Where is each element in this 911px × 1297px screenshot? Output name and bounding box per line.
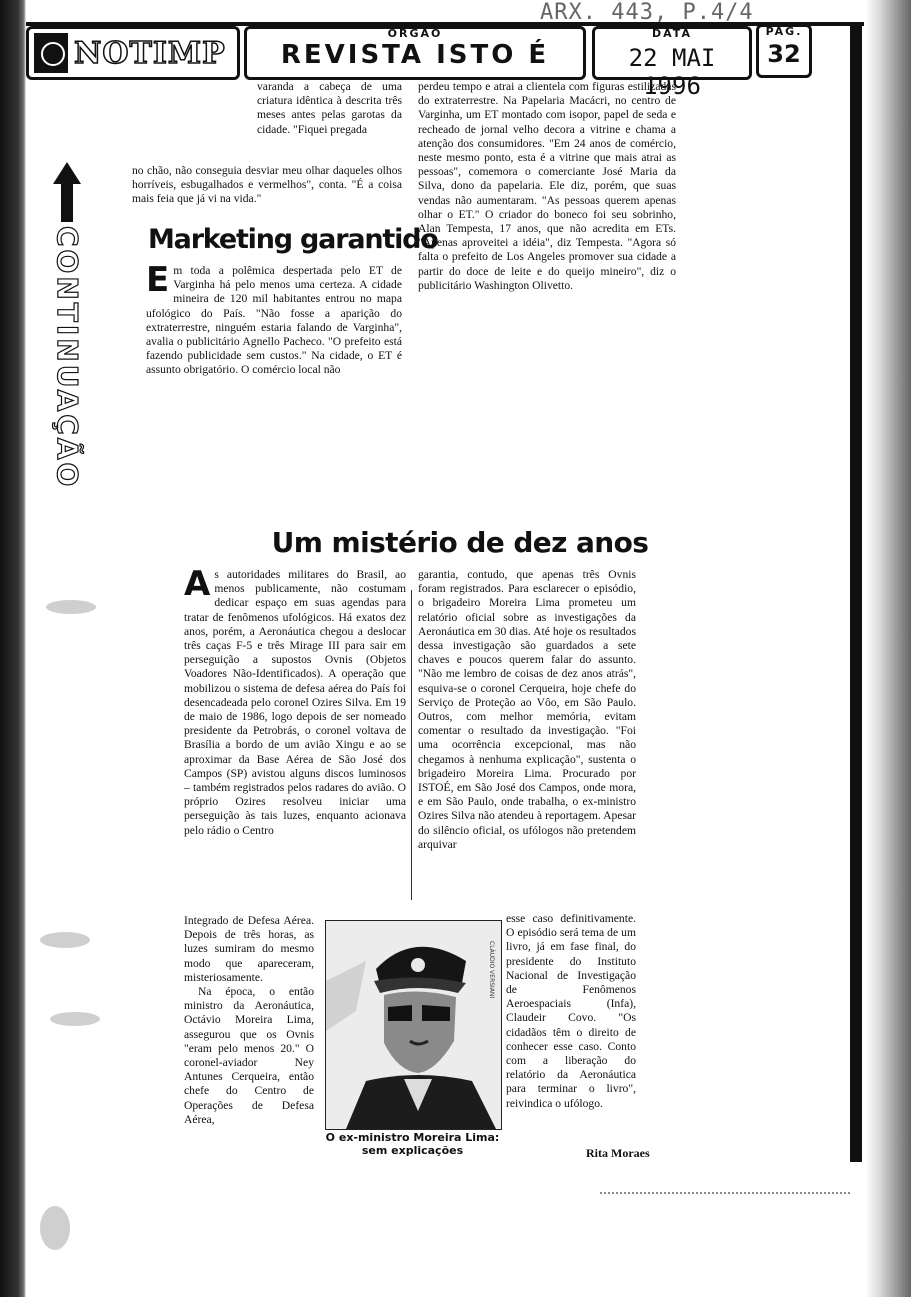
- scan-left-edge: [0, 0, 26, 1297]
- paragraph: Na época, o então ministro da Aeronáutica, Octávio Moreira Lima, assegurou que os Ovnis "eram pelo menos 20." O coronel-aviador Ney Antunes Cerqueira, então chefe do Centro de Operações de Defesa Aérea,: [184, 985, 314, 1126]
- portrait-photo: [325, 920, 502, 1130]
- page-number: 32: [767, 40, 801, 68]
- arrow-up-icon: [53, 162, 81, 184]
- portrait-image: [326, 921, 501, 1129]
- bottom-column-1-narrow: [184, 914, 314, 1127]
- page-box: [756, 24, 812, 78]
- byline: Rita Moraes: [586, 1146, 650, 1160]
- paragraph: garantia, contudo, que apenas três Ovnis foram registrados. Para esclarecer o episódio, o brigadeiro Moreira Lima prometeu um relatório oficial sobre as investigações da Aeronáutica em 30 dias. Até hoje os resultados dessa investigação são guardados a sete chaves e poucos querem falar do assunto. "Não me lembro de coisas de dez anos atrás", esquiva-se o coronel Cerqueira, hoje chefe do Serviço de Proteção ao Vôo, em São Paulo. Outros, com melhor memória, evitam comentar o resultado da investigação. "Foi uma ocorrência excepcional, mas não chegamos à nenhuma explicação", sustenta o brigadeiro Moreira Lima. Procurado por ISTOÉ, em São José dos Campos, onde mora, e em São Paulo, onde trabalha, o ex-ministro Ozires Silva não atendeu à reportagem. Apesar do silêncio oficial, os ufólogos não pretendem arquivar: [418, 568, 636, 851]
- scan-right-edge: [865, 0, 911, 1297]
- date-box: [592, 26, 752, 100]
- date-value: 22 MAI 1996: [628, 44, 716, 100]
- dropcap: A: [184, 564, 211, 604]
- paragraph: varanda a cabeça de uma criatura idêntica à descrita três meses antes pelas garotas da cidade. "Fiquei pregada: [257, 80, 402, 136]
- publication-name: REVISTA ISTO É: [280, 40, 550, 70]
- archive-code: ARX. 443, P.4/4: [540, 0, 754, 25]
- orgao-label: ORGÃO: [387, 27, 443, 40]
- paragraph: s autoridades militares do Brasil, ao menos publicamente, não costumam dedicar espaço em suas agendas para tratar de fenômenos ufológicos. Há exatos dez anos, porém, a Aeronáutica chegou a deslocar três caças F-5 e três Mirage III para sair em perseguição a supostos Ovnis (Objetos Voadores Não-Identificados). A operação que mobilizou o sistema de defesa aérea do País foi desencadeada pelo coronel Ozires Silva. Em 19 de maio de 1986, logo depois de ser nomeado presidente da Petrobrás, o coronel voltava de Brasília a bordo de um avião Xingu e ao se aproximar da Base Aérea de São José dos Campos (SP) avistou alguns discos luminosos – também registrados pelos radares do avião. O próprio Ozires resolveu iniciar uma perseguição às tais luzes, enquanto acionava pelo rádio o Centro: [184, 568, 406, 837]
- scan-speck: [46, 600, 96, 614]
- continuation-label: CONTINUAÇÃO: [51, 226, 84, 490]
- paragraph: Integrado de Defesa Aérea. Depois de três horas, as luzes sumiram do mesmo modo que apareceram, misteriosamente.: [184, 914, 314, 984]
- arrow-shaft: [61, 182, 73, 222]
- bottom-column-2: [418, 568, 636, 852]
- photo-caption: O ex-ministro Moreira Lima: sem explicações: [325, 1131, 500, 1157]
- dropcap: E: [146, 260, 170, 300]
- scan-right-shadow: [850, 22, 862, 1162]
- top-column-2: [418, 80, 676, 293]
- orgao-box: [244, 26, 586, 80]
- top-column-1: [146, 260, 402, 378]
- scan-dotted-line: [600, 1192, 850, 1196]
- subhead: Marketing garantido: [148, 224, 438, 255]
- top-fragment-wide: [132, 164, 402, 207]
- notimp-logo-box: [26, 26, 240, 80]
- emblem-icon: [34, 33, 68, 73]
- scan-speck: [40, 932, 90, 948]
- scan-speck: [40, 1206, 70, 1250]
- paragraph: esse caso definitivamente. O episódio será tema de um livro, já em fase final, do presidente do Instituto Nacional de Investigação de Fenômenos Aeroespaciais (Infa), Claudeir Covo. "Os cidadãos têm o direito de conhecer esse caso. Conto com a liberação do relatório da Aeronáutica para terminar o livro", reivindica o ufólogo.: [506, 912, 636, 1110]
- bottom-column-1: [184, 564, 406, 838]
- bottom-column-2-narrow: [506, 912, 636, 1111]
- date-label: DATA: [652, 27, 692, 40]
- column-rule: [411, 590, 412, 900]
- photo-credit: CLÁUDIO VERSIANI: [488, 941, 495, 999]
- page-label: PAG.: [765, 25, 803, 38]
- logo-text: NOTIMP: [74, 35, 226, 71]
- paragraph: no chão, não conseguia desviar meu olhar daqueles olhos horríveis, esbugalhados e vermelhos", conta. "É a coisa mais feia que já vi na vida.": [132, 164, 402, 206]
- paragraph: perdeu tempo e atrai a clientela com figuras estilizadas do extraterrestre. Na Papelaria Macácri, no centro de Varginha, um ET montado com isopor, papel de seda e recheado de jornal velho decora a vitrine e chama a atenção dos consumidores. "Em 24 anos de comércio, neste mesmo ponto, esta é a vitrine que mais atrai as pessoas", comemora o comerciante José Maria da Silva, dono da papelaria. Ele diz, porém, que suas vendas não aumentaram. "As pessoas querem apenas olhar o ET." O criador do boneco foi seu sobrinho, Alan Tempesta, 17 anos, que não acredita em ETs. "Apenas aproveitei a idéia", diz Tempesta. "Agora só falta o prefeito de Los Angeles promover sua cidade a partir do doce de leite e do queijo mineiro", diz o publicitário Washington Olivetto.: [418, 80, 676, 292]
- headline: Um mistério de dez anos: [271, 526, 649, 559]
- scan-speck: [50, 1012, 100, 1026]
- paragraph: m toda a polêmica despertada pelo ET de Varginha há pelo menos uma certeza. A cidade mineira de 120 mil habitantes entrou no mapa ufológico do País. "Não fosse a aparição do extraterrestre, ninguém estaria falando de Varginha", avalia o publicitário Agnello Pacheco. "O prefeito está fazendo publicidade sem custos." Na cidade, o ET é assunto obrigatório. O comércio local não: [146, 264, 402, 377]
- top-fragment-narrow: [257, 80, 402, 137]
